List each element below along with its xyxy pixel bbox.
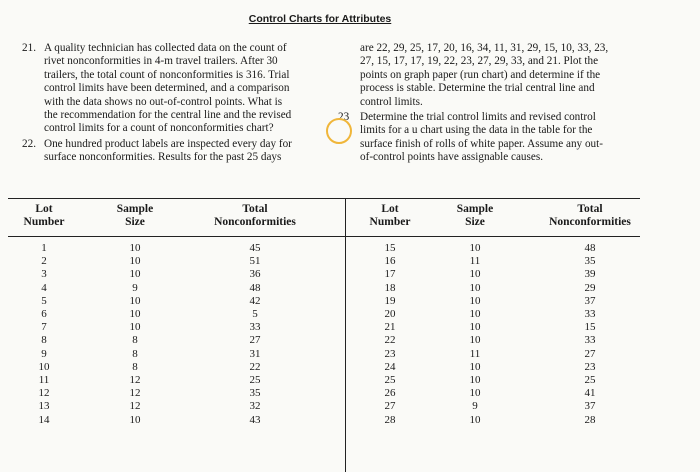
header-text: Number bbox=[23, 216, 65, 228]
problem-22-continuation bbox=[360, 42, 650, 109]
cell-lot-number: 25 bbox=[384, 374, 396, 386]
text-line: trailers, the total count of nonconformities is 316. Trial bbox=[44, 68, 290, 81]
cell-nonconformities: 45 bbox=[249, 242, 261, 254]
cell-sample-size: 9 bbox=[132, 281, 138, 294]
problem-number: 22. bbox=[22, 137, 36, 150]
header-sample-size bbox=[100, 203, 170, 229]
cell-lot-number: 1 bbox=[41, 242, 47, 254]
cell-nonconformities: 41 bbox=[584, 387, 596, 400]
cell-nonconformities: 22 bbox=[249, 360, 261, 373]
header-text: Number bbox=[369, 216, 411, 228]
cell-sample-size: 10 bbox=[469, 334, 481, 347]
cell-nonconformities: 51 bbox=[249, 255, 261, 268]
header-text: Sample bbox=[456, 203, 494, 215]
header-total-nonconformities bbox=[535, 203, 645, 229]
cell-lot-number: 21 bbox=[384, 321, 396, 334]
text-line: with the data shows no out-of-control points. What is bbox=[44, 95, 283, 108]
header-lot-number bbox=[14, 203, 74, 229]
cell-nonconformities: 28 bbox=[584, 413, 596, 426]
problem-21-text bbox=[44, 42, 328, 136]
cell-sample-size: 11 bbox=[469, 255, 481, 268]
text-line: 27, 15, 17, 17, 19, 22, 23, 27, 29, 33, and 21. Plot the bbox=[360, 55, 599, 68]
cell-sample-size: 10 bbox=[469, 387, 481, 400]
cell-sample-size: 10 bbox=[469, 360, 481, 373]
cell-lot-number: 8 bbox=[41, 334, 47, 347]
header-text: Size bbox=[465, 216, 485, 228]
cell-sample-size: 12 bbox=[129, 374, 141, 386]
problem-22 bbox=[22, 138, 328, 165]
cell-nonconformities: 23 bbox=[584, 360, 596, 373]
cell-lot-number: 9 bbox=[41, 347, 47, 360]
cell-sample-size: 10 bbox=[129, 413, 141, 426]
cell-lot-number: 22 bbox=[384, 334, 396, 347]
cell-lot-number: 6 bbox=[41, 308, 47, 320]
left-text-column bbox=[22, 42, 328, 167]
table-center-divider bbox=[345, 198, 346, 472]
cell-lot-number: 28 bbox=[384, 413, 396, 426]
cell-nonconformities: 5 bbox=[252, 308, 258, 320]
cell-sample-size: 10 bbox=[469, 413, 481, 426]
cell-nonconformities: 35 bbox=[249, 387, 261, 400]
text-line: surface finish of rolls of white paper. Assume any out- bbox=[360, 137, 603, 150]
header-sample-size bbox=[440, 203, 510, 229]
text-line: process is stable. Determine the trial central line and bbox=[360, 82, 595, 95]
header-lot-number bbox=[360, 203, 420, 229]
cell-lot-number: 19 bbox=[384, 294, 396, 307]
cell-lot-number: 4 bbox=[41, 281, 47, 294]
text-line: rivet nonconformities in 4-m travel trailers. After 30 bbox=[44, 55, 278, 68]
text-line: One hundred product labels are inspected every day for bbox=[44, 137, 292, 150]
cell-lot-number: 18 bbox=[384, 281, 396, 294]
cell-nonconformities: 27 bbox=[249, 334, 261, 347]
cell-nonconformities: 39 bbox=[584, 268, 596, 281]
cell-sample-size: 10 bbox=[469, 281, 481, 294]
cell-sample-size: 10 bbox=[129, 255, 141, 268]
cell-sample-size: 10 bbox=[469, 308, 481, 320]
cell-sample-size: 10 bbox=[129, 321, 141, 334]
problem-number: 21. bbox=[22, 42, 36, 54]
cell-sample-size: 10 bbox=[469, 242, 481, 254]
cell-sample-size: 12 bbox=[129, 387, 141, 400]
cell-nonconformities: 37 bbox=[584, 400, 596, 413]
cell-nonconformities: 36 bbox=[249, 268, 261, 281]
cell-nonconformities: 15 bbox=[584, 321, 596, 334]
cell-sample-size: 12 bbox=[129, 400, 141, 413]
text-line: points on graph paper (run chart) and determine if the bbox=[360, 68, 601, 81]
cell-nonconformities: 29 bbox=[584, 281, 596, 294]
right-text-column bbox=[338, 42, 650, 167]
cell-sample-size: 10 bbox=[129, 294, 141, 307]
problem-21 bbox=[22, 42, 328, 136]
cell-lot-number: 2 bbox=[41, 255, 47, 268]
text-line: limits for a u chart using the data in the table for the bbox=[360, 124, 593, 137]
page-title: Control Charts for Attributes bbox=[248, 13, 392, 25]
cell-lot-number: 7 bbox=[41, 321, 47, 334]
cell-lot-number: 12 bbox=[38, 387, 50, 400]
header-total-nonconformities bbox=[200, 203, 310, 229]
cell-lot-number: 10 bbox=[38, 360, 50, 373]
text-line: control limits for a count of nonconformities chart? bbox=[44, 122, 274, 135]
cell-nonconformities: 42 bbox=[249, 294, 261, 307]
text-line: are 22, 29, 25, 17, 20, 16, 34, 11, 31, 29, 15, 10, 33, 23, bbox=[360, 42, 609, 54]
cell-lot-number: 24 bbox=[384, 360, 396, 373]
cell-lot-number: 17 bbox=[384, 268, 396, 281]
cell-sample-size: 10 bbox=[469, 294, 481, 307]
cell-nonconformities: 33 bbox=[584, 334, 596, 347]
cell-sample-size: 10 bbox=[469, 268, 481, 281]
cell-lot-number: 20 bbox=[384, 308, 396, 320]
cell-nonconformities: 48 bbox=[249, 281, 261, 294]
cell-sample-size: 10 bbox=[129, 308, 141, 320]
header-text: Sample bbox=[116, 203, 154, 215]
cell-nonconformities: 25 bbox=[249, 374, 261, 386]
table-top-rule bbox=[8, 198, 640, 199]
header-text: Nonconformities bbox=[549, 216, 631, 228]
cell-sample-size: 10 bbox=[469, 321, 481, 334]
cell-nonconformities: 33 bbox=[584, 308, 596, 320]
cell-lot-number: 14 bbox=[38, 413, 50, 426]
cell-lot-number: 13 bbox=[38, 400, 50, 413]
text-line: A quality technician has collected data on the count of bbox=[44, 42, 287, 54]
cell-nonconformities: 35 bbox=[584, 255, 596, 268]
cell-nonconformities: 32 bbox=[249, 400, 261, 413]
header-text: Lot bbox=[381, 203, 399, 215]
text-line: the recommendation for the central line and the revised bbox=[44, 109, 292, 122]
cell-sample-size: 8 bbox=[132, 347, 138, 360]
cell-nonconformities: 48 bbox=[584, 242, 596, 254]
text-line: control limits have been determined, and a comparison bbox=[44, 82, 290, 95]
cell-nonconformities: 43 bbox=[249, 413, 261, 426]
cell-lot-number: 16 bbox=[384, 255, 396, 268]
text-line: control limits. bbox=[360, 95, 423, 108]
header-text: Total bbox=[242, 203, 268, 215]
cell-lot-number: 5 bbox=[41, 294, 47, 307]
cell-lot-number: 26 bbox=[384, 387, 396, 400]
cell-lot-number: 3 bbox=[41, 268, 47, 281]
text-line: surface nonconformities. Results for the past 25 days bbox=[44, 151, 282, 164]
text-line: Determine the trial control limits and revised control bbox=[360, 111, 596, 124]
cell-lot-number: 11 bbox=[38, 374, 50, 386]
problem-22-text bbox=[44, 138, 328, 165]
text-line: of-control points have assignable causes. bbox=[360, 151, 543, 164]
header-text: Lot bbox=[35, 203, 53, 215]
cell-lot-number: 15 bbox=[384, 242, 396, 254]
cell-sample-size: 8 bbox=[132, 360, 138, 373]
header-text: Nonconformities bbox=[214, 216, 296, 228]
highlight-circle-annotation bbox=[326, 118, 352, 144]
header-text: Size bbox=[125, 216, 145, 228]
cell-sample-size: 9 bbox=[472, 400, 478, 413]
cell-sample-size: 8 bbox=[132, 334, 138, 347]
cell-nonconformities: 27 bbox=[584, 347, 596, 360]
problem-23-text bbox=[360, 111, 650, 165]
cell-nonconformities: 31 bbox=[249, 347, 261, 360]
problem-number: 23 bbox=[338, 111, 350, 124]
cell-sample-size: 10 bbox=[129, 268, 141, 281]
problem-23 bbox=[338, 111, 650, 165]
header-text: Total bbox=[577, 203, 603, 215]
cell-nonconformities: 33 bbox=[249, 321, 261, 334]
table-header-rule bbox=[8, 236, 640, 237]
cell-nonconformities: 37 bbox=[584, 294, 596, 307]
cell-lot-number: 23 bbox=[384, 347, 396, 360]
cell-sample-size: 10 bbox=[129, 242, 141, 254]
cell-sample-size: 10 bbox=[469, 374, 481, 386]
cell-nonconformities: 25 bbox=[584, 374, 596, 386]
cell-lot-number: 27 bbox=[384, 400, 396, 413]
cell-sample-size: 11 bbox=[469, 347, 481, 360]
